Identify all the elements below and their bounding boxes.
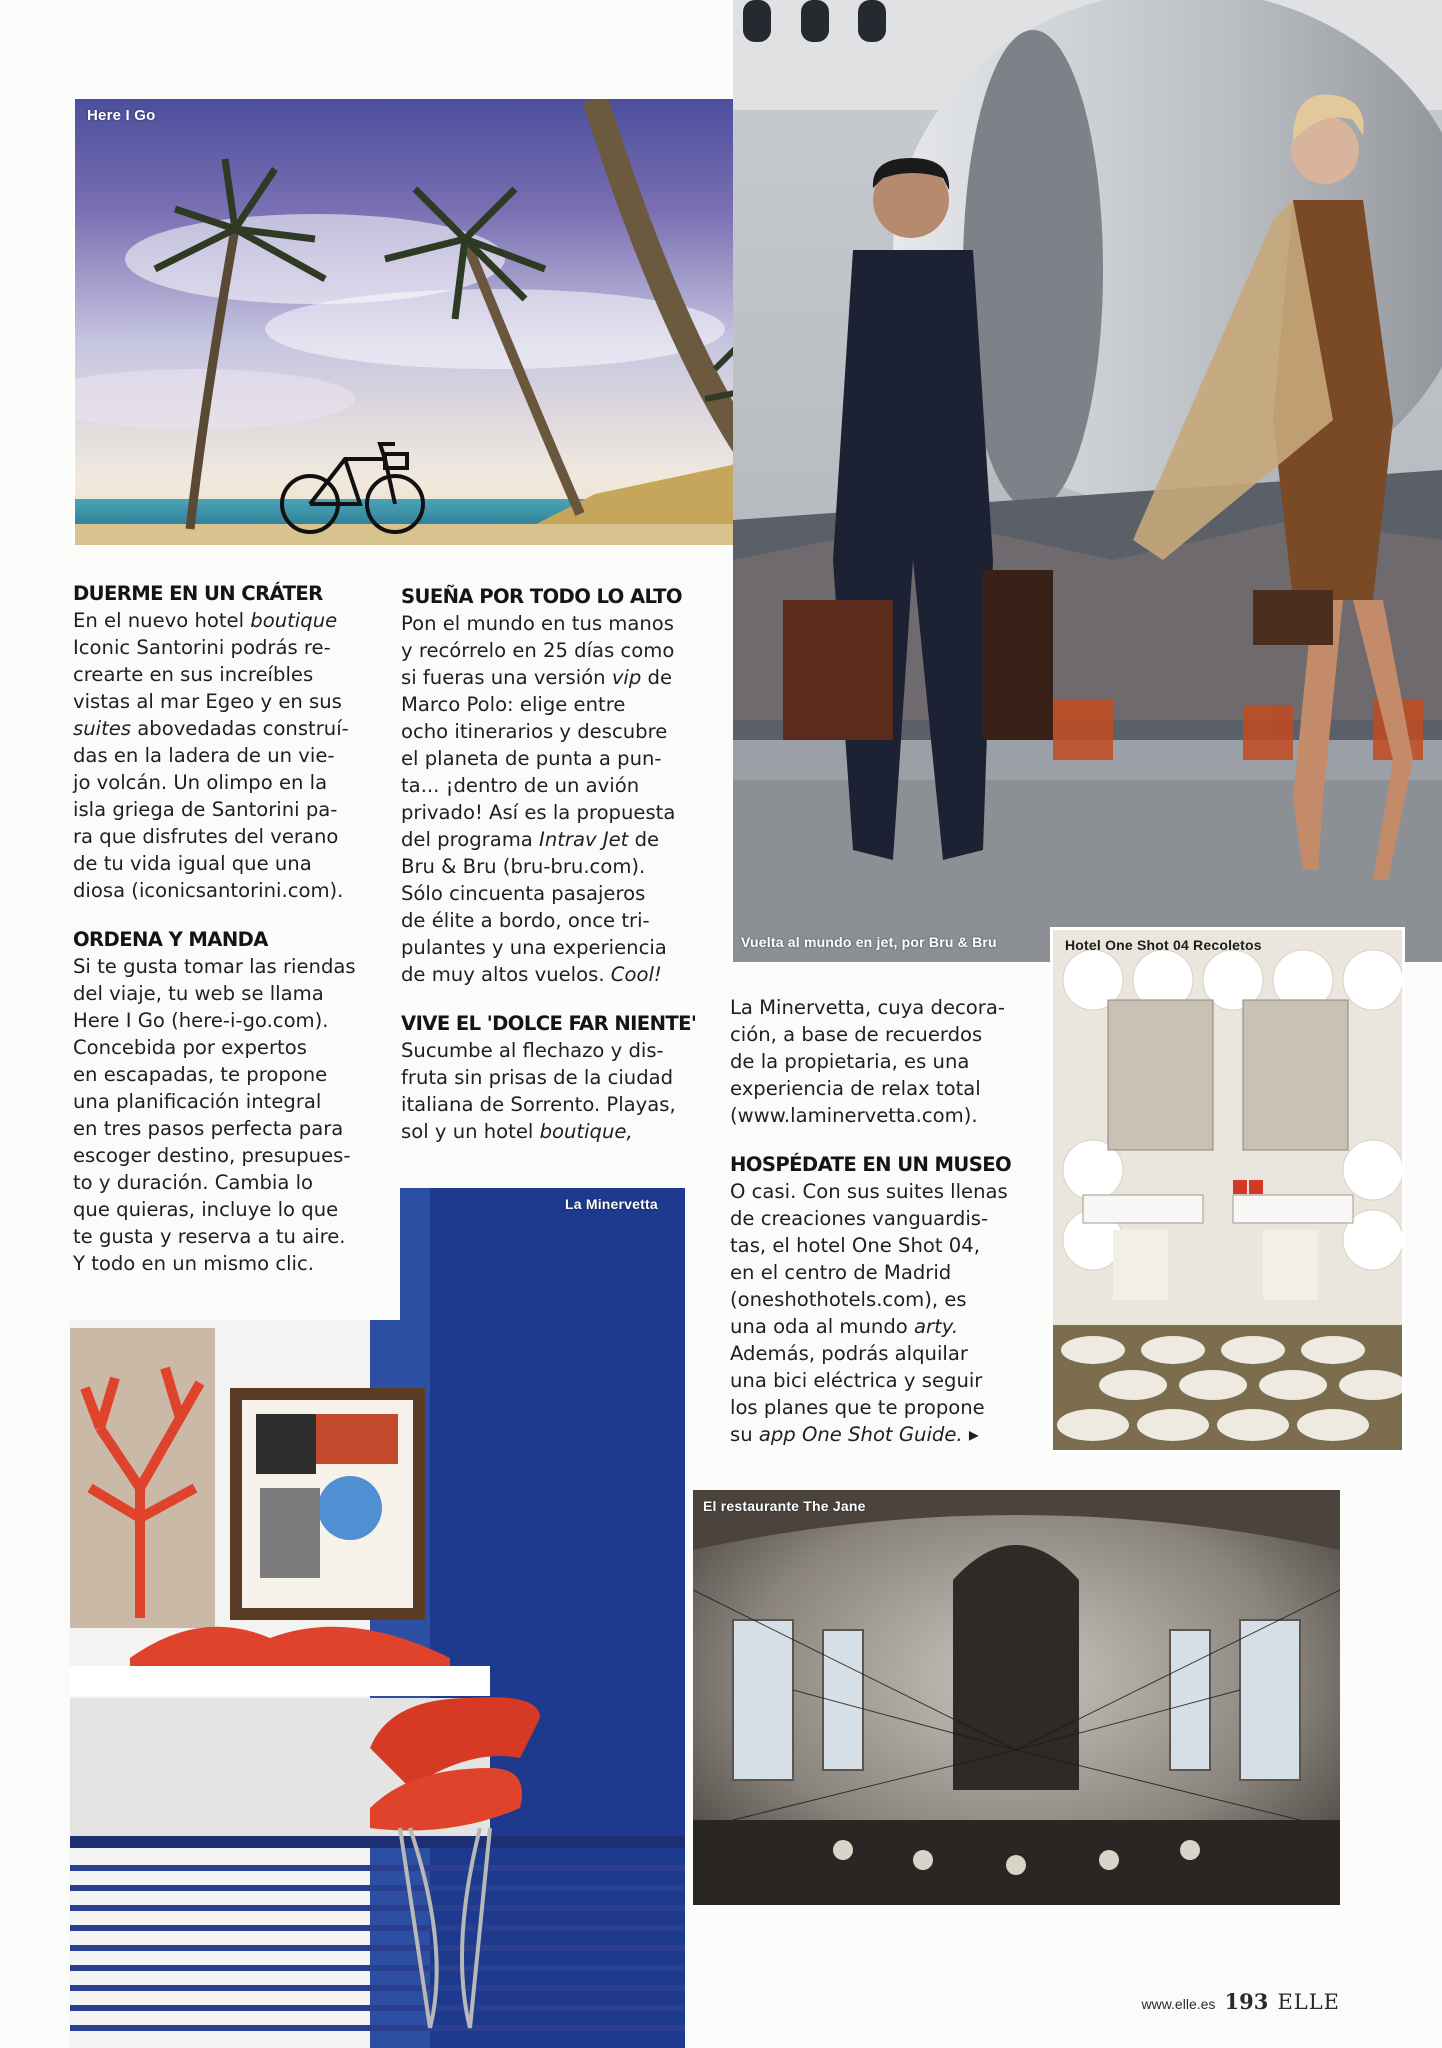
photo-jane: [693, 1490, 1340, 1905]
text-line: Además, podrás alquilar: [730, 1342, 968, 1365]
article-body-crater: [73, 607, 373, 904]
text-line: vistas al mar Egeo y en sus: [73, 690, 342, 713]
text-line: O casi. Con sus suites llenas: [730, 1180, 1008, 1203]
text-line: si fueras una versión vip de: [401, 666, 673, 689]
text-line: das en la ladera de un vie-: [73, 744, 335, 767]
text-line: te gusta y reserva a tu aire.: [73, 1225, 346, 1248]
column-left: [73, 580, 373, 1277]
text-line: jo volcán. Un olimpo en la: [73, 771, 328, 794]
text-line: experiencia de relax total: [730, 1077, 981, 1100]
text-line: Here I Go (here-i-go.com).: [73, 1009, 329, 1032]
photo-caption-jet: Vuelta al mundo en jet, por Bru & Bru: [741, 934, 997, 950]
text-line: de la propietaria, es una: [730, 1050, 970, 1073]
bathroom-illustration: [1053, 930, 1402, 1450]
text-line: una planificación integral: [73, 1090, 322, 1113]
text-line: los planes que te propone: [730, 1396, 985, 1419]
page-number: 193: [1224, 1989, 1269, 2014]
column-middle: [401, 583, 721, 1145]
article-body-suena: [401, 610, 721, 988]
text-line: italiana de Sorrento. Playas,: [401, 1093, 676, 1116]
photo-palms: [75, 99, 760, 545]
text-line: fruta sin prisas de la ciudad: [401, 1066, 674, 1089]
text-line: privado! Así es la propuesta: [401, 801, 676, 824]
text-line: ra que disfrutes del verano: [73, 825, 339, 848]
text-line: Sólo cincuenta pasajeros: [401, 882, 646, 905]
text-line: isla griega de Santorini pa-: [73, 798, 338, 821]
text-line: y recórrelo en 25 días como: [401, 639, 675, 662]
jet-couple-illustration: [733, 0, 1442, 962]
text-line: en tres pasos perfecta para: [73, 1117, 344, 1140]
text-line: Pon el mundo en tus manos: [401, 612, 675, 635]
text-line: una bici eléctrica y seguir: [730, 1369, 983, 1392]
text-line: de creaciones vanguardis-: [730, 1207, 989, 1230]
photo-oneshot: [1053, 930, 1402, 1450]
photo-caption-palms: Here I Go: [87, 107, 156, 124]
footer-url[interactable]: www.elle.es: [1141, 1996, 1216, 2012]
text-line: de muy altos vuelos. Cool!: [401, 963, 662, 986]
text-line: ta... ¡dentro de un avión: [401, 774, 640, 797]
elle-logo: ELLE: [1277, 1990, 1340, 2014]
text-line: ocho itinerarios y descubre: [401, 720, 668, 743]
text-line: En el nuevo hotel boutique: [73, 609, 338, 632]
article-body-dolce: [401, 1037, 721, 1145]
article-title-suena: SUEÑA POR TODO LO ALTO: [401, 585, 682, 608]
text-line: tas, el hotel One Shot 04,: [730, 1234, 980, 1257]
article-body-ordena: [73, 953, 373, 1277]
text-line: Iconic Santorini podrás re-: [73, 636, 331, 659]
text-line: de élite a bordo, once tri-: [401, 909, 650, 932]
text-line: de tu vida igual que una: [73, 852, 312, 875]
text-line: Y todo en un mismo clic.: [73, 1252, 314, 1275]
text-line: (oneshothotels.com), es: [730, 1288, 967, 1311]
text-line: (www.laminervetta.com).: [730, 1104, 978, 1127]
text-line: sol y un hotel boutique,: [401, 1120, 633, 1143]
page-footer: [1141, 1989, 1340, 2014]
photo-jet: [733, 0, 1442, 962]
article-title-museo: HOSPÉDATE EN UN MUSEO: [730, 1153, 1012, 1176]
photo-caption-oneshot: Hotel One Shot 04 Recoletos: [1065, 937, 1262, 953]
article-body-museo: [730, 1178, 1030, 1448]
text-line: Bru & Bru (bru-bru.com).: [401, 855, 646, 878]
text-line: el planeta de punta a pun-: [401, 747, 662, 770]
article-title-crater: DUERME EN UN CRÁTER: [73, 582, 323, 605]
text-line: del programa Intrav Jet de: [401, 828, 660, 851]
text-line: Concebida por expertos: [73, 1036, 307, 1059]
text-line: Sucumbe al flechazo y dis-: [401, 1039, 664, 1062]
palm-beach-illustration: [75, 99, 760, 545]
text-line: diosa (iconicsantorini.com).: [73, 879, 344, 902]
photo-caption-minervetta: La Minervetta: [565, 1196, 658, 1212]
text-line: una oda al mundo arty.: [730, 1315, 959, 1338]
text-line: La Minervetta, cuya decora-: [730, 996, 1005, 1019]
article-body-minervetta: [730, 994, 1030, 1129]
text-line: escoger destino, presupues-: [73, 1144, 351, 1167]
text-line: que quieras, incluye lo que: [73, 1198, 339, 1221]
text-line: en el centro de Madrid: [730, 1261, 952, 1284]
text-line: Marco Polo: elige entre: [401, 693, 626, 716]
text-line: ción, a base de recuerdos: [730, 1023, 983, 1046]
text-line: crearte en sus increíbles: [73, 663, 314, 686]
restaurant-illustration: [693, 1490, 1340, 1905]
column-right: [730, 994, 1030, 1448]
text-line: su app One Shot Guide. ▸: [730, 1423, 979, 1446]
text-line: suites abovedadas construí-: [73, 717, 349, 740]
article-title-ordena: ORDENA Y MANDA: [73, 928, 268, 951]
text-line: del viaje, tu web se llama: [73, 982, 324, 1005]
article-title-dolce: VIVE EL 'DOLCE FAR NIENTE': [401, 1012, 697, 1035]
text-line: to y duración. Cambia lo: [73, 1171, 314, 1194]
text-line: pulantes y una experiencia: [401, 936, 667, 959]
text-line: Si te gusta tomar las riendas: [73, 955, 356, 978]
photo-caption-jane: El restaurante The Jane: [703, 1498, 866, 1514]
text-line: en escapadas, te propone: [73, 1063, 328, 1086]
